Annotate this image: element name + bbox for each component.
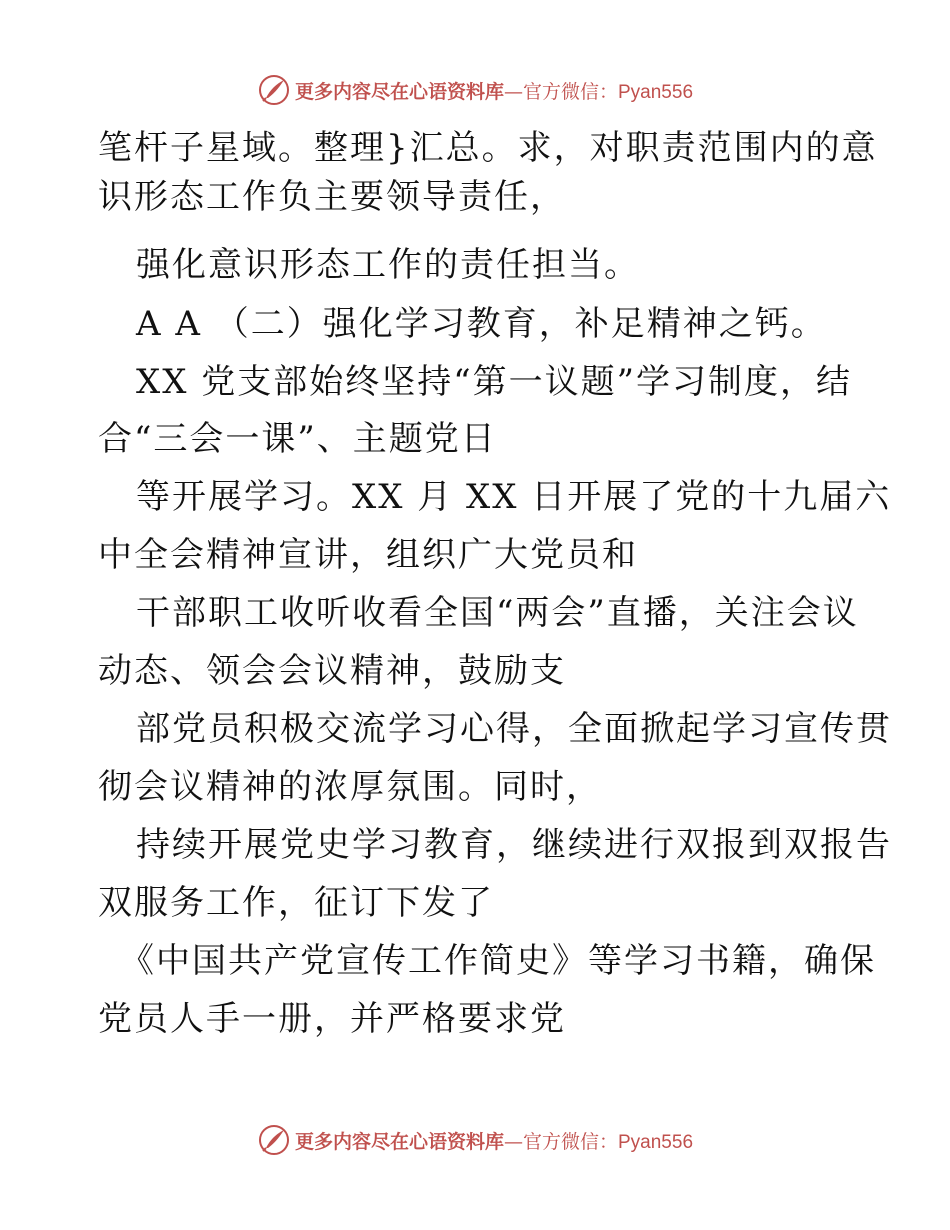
text-line: 持续开展党史学习教育，继续进行双报到双报告 <box>136 825 892 865</box>
text-line: 等开展学习。XX 月 XX 日开展了党的十九届六 <box>136 477 892 517</box>
footer-banner <box>0 1120 950 1160</box>
official-label: 官方微信： <box>522 80 618 103</box>
text-line: 笔杆子星域。整理}汇总。求，对职责范围内的意 <box>98 128 878 168</box>
text-line: 《中国共产党宣传工作简史》等学习书籍，确保 <box>120 941 876 981</box>
text-line: 党员人手一册，并严格要求党 <box>98 999 566 1039</box>
quill-logo-icon <box>257 73 291 107</box>
text-line: 中全会精神宣讲，组织广大党员和 <box>98 535 638 575</box>
quill-logo-icon <box>257 1123 291 1157</box>
wechat-id: Pyan556 <box>618 81 694 103</box>
text-line: 合“三会一课”、主题党日 <box>98 419 497 459</box>
site-name: 更多内容尽在心语资料库 <box>294 1130 504 1153</box>
text-line: 双服务工作，征订下发了 <box>98 883 494 923</box>
text-line: 干部职工收听收看全国“两会”直播，关注会议 <box>136 593 859 633</box>
header-banner <box>0 70 950 110</box>
banner-dash: — <box>503 1130 523 1153</box>
text-line: XX 党支部始终坚持“第一议题”学习制度，结 <box>136 362 852 402</box>
banner-text <box>295 77 693 104</box>
text-line: 彻会议精神的浓厚氛围。同时， <box>98 767 602 807</box>
site-name: 更多内容尽在心语资料库 <box>294 80 504 103</box>
wechat-id: Pyan556 <box>618 1131 694 1153</box>
text-line: 动态、领会会议精神，鼓励支 <box>98 651 566 691</box>
official-label: 官方微信： <box>522 1130 618 1153</box>
text-line: 识形态工作负主要领导责任， <box>98 177 566 217</box>
banner-text <box>295 1127 693 1154</box>
text-line: 部党员积极交流学习心得，全面掀起学习宣传贯 <box>136 709 892 749</box>
text-line: A A （二）强化学习教育，补足精神之钙。 <box>136 304 827 344</box>
banner-dash: — <box>503 80 523 103</box>
text-line: 强化意识形态工作的责任担当。 <box>136 245 640 285</box>
